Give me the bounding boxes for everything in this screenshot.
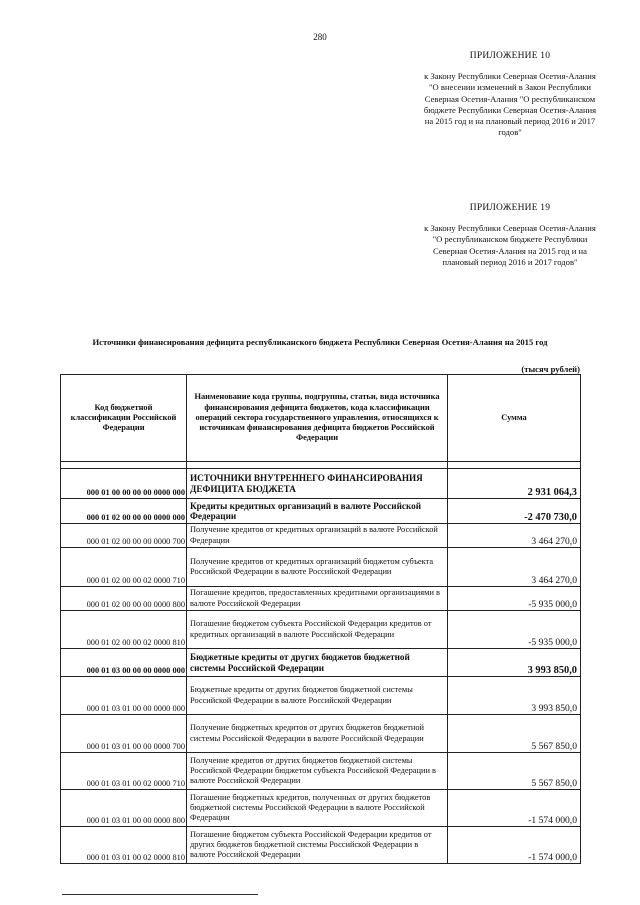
row-code: 000 01 02 00 00 02 0000 710 [61, 548, 187, 587]
header-name: Наименование кода группы, подгруппы, статьи, вида источника финансирования дефицита бюджетов, кода классификации операций сектора государственного управления, относящихся к источникам финансирования дефицита бюджетов Российской Федерации [187, 375, 448, 462]
annex-19-heading: ПРИЛОЖЕНИЕ 19 [469, 203, 551, 213]
table-row [61, 469, 581, 499]
row-amount: 3 993 850,0 [448, 649, 581, 677]
table-header-row [61, 375, 581, 462]
table-row [61, 715, 581, 753]
row-name: Получение кредитов от других бюджетов бюджетной системы Российской Федерации бюджетом субъекта Российской Федерации в валюте Российской Федерации [187, 753, 448, 790]
row-amount: -2 470 730,0 [448, 499, 581, 524]
row-name: Погашение кредитов, предоставленных кредитными организациями в валюте Российской Федерации [187, 587, 448, 611]
row-code: 000 01 03 01 00 02 0000 810 [61, 827, 187, 864]
table-spacer-row [61, 462, 581, 469]
row-code: 000 01 03 01 00 02 0000 710 [61, 753, 187, 790]
row-code: 000 01 02 00 00 00 0000 000 [61, 499, 187, 524]
table-row [61, 790, 581, 827]
table-row [61, 524, 581, 548]
annex-10-heading: ПРИЛОЖЕНИЕ 10 [469, 51, 551, 61]
row-amount: 5 567 850,0 [448, 753, 581, 790]
row-name: Получение кредитов от кредитных организаций в валюте Российской Федерации [187, 524, 448, 548]
row-amount: 5 567 850,0 [448, 715, 581, 753]
row-name: Погашение бюджетных кредитов, полученных от других бюджетов бюджетной системы Российской Федерации в валюте Российской Федерации [187, 790, 448, 827]
row-code: 000 01 02 00 00 00 0000 800 [61, 587, 187, 611]
table-row [61, 611, 581, 649]
row-code: 000 01 00 00 00 00 0000 000 [61, 469, 187, 499]
units-label: (тысяч рублей) [521, 364, 580, 374]
row-amount: 3 993 850,0 [448, 677, 581, 715]
document-title: Источники финансирования дефицита республиканского бюджета Республики Северная Осетия-Алания на 2015 год [92, 337, 548, 347]
table-row [61, 677, 581, 715]
row-name: Получение кредитов от кредитных организаций бюджетом субъекта Российской Федерации в валюте Российской Федерации [187, 548, 448, 587]
row-code: 000 01 02 00 00 00 0000 700 [61, 524, 187, 548]
row-name: ИСТОЧНИКИ ВНУТРЕННЕГО ФИНАНСИРОВАНИЯ ДЕФИЦИТА БЮДЖЕТА [187, 469, 448, 499]
row-amount: -1 574 000,0 [448, 827, 581, 864]
table-row [61, 649, 581, 677]
row-code: 000 01 02 00 00 02 0000 810 [61, 611, 187, 649]
row-code: 000 01 03 01 00 00 0000 000 [61, 677, 187, 715]
row-name: Получение бюджетных кредитов от других бюджетов бюджетной системы Российской Федерации в валюте Российской Федерации [187, 715, 448, 753]
annex-19-text: к Закону Республики Северная Осетия-Алания "О республиканском бюджете Республики Северная Осетия-Алания на 2015 год и на плановый период 2016 и 2017 годов" [424, 223, 596, 267]
header-amount: Сумма [448, 375, 581, 462]
row-amount: 3 464 270,0 [448, 548, 581, 587]
row-amount: 3 464 270,0 [448, 524, 581, 548]
row-code: 000 01 03 00 00 00 0000 000 [61, 649, 187, 677]
table-row [61, 499, 581, 524]
table-row [61, 827, 581, 864]
annex-19-block [420, 203, 600, 268]
row-amount: 2 931 064,3 [448, 469, 581, 499]
row-amount: -5 935 000,0 [448, 611, 581, 649]
footnote-divider [62, 894, 258, 895]
row-code: 000 01 03 01 00 00 0000 800 [61, 790, 187, 827]
row-name: Погашение бюджетом субъекта Российской Федерации кредитов от других бюджетов бюджетной системы Российской Федерации в валюте Российской Федерации [187, 827, 448, 864]
row-name: Бюджетные кредиты от других бюджетов бюджетной системы Российской Федерации в валюте Российской Федерации [187, 677, 448, 715]
header-code: Код бюджетной классификации Российской Федерации [61, 375, 187, 462]
row-name: Бюджетные кредиты от других бюджетов бюджетной системы Российской Федерации [187, 649, 448, 677]
financing-sources-table [60, 374, 581, 864]
row-code: 000 01 03 01 00 00 0000 700 [61, 715, 187, 753]
page-number: 280 [313, 32, 327, 42]
row-name: Кредиты кредитных организаций в валюте Российской Федерации [187, 499, 448, 524]
row-amount: -1 574 000,0 [448, 790, 581, 827]
row-name: Погашение бюджетом субъекта Российской Федерации кредитов от кредитных организаций в валюте Российской Федерации [187, 611, 448, 649]
row-amount: -5 935 000,0 [448, 587, 581, 611]
annex-10-block [420, 51, 600, 138]
table-row [61, 548, 581, 587]
table-row [61, 587, 581, 611]
table-row [61, 753, 581, 790]
annex-10-text: к Закону Республики Северная Осетия-Алания "О внесении изменений в Закон Республики Северная Осетия-Алания "О республиканском бюджете Республики Северная Осетия-Алания на 2015 год и на плановый период 2016 и 2017 годов" [423, 71, 597, 138]
